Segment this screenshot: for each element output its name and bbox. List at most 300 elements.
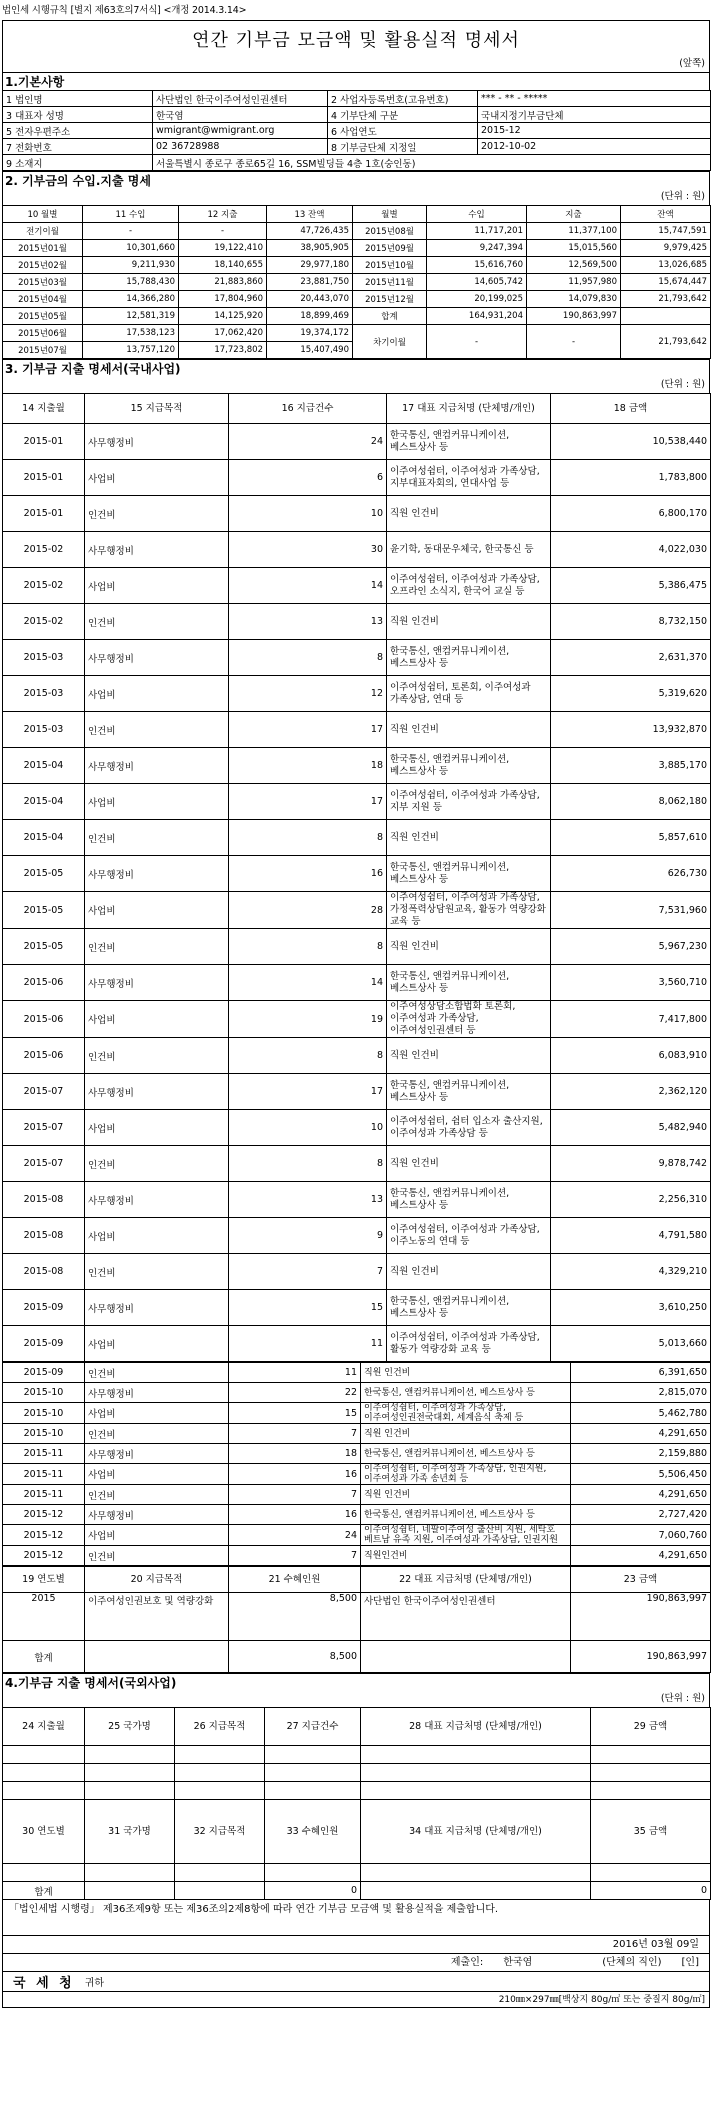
month-cell: 2015-05 xyxy=(3,892,85,929)
month-cell: 2015-03 xyxy=(3,676,85,712)
income-expense-row xyxy=(3,274,711,291)
total-label: 합계 xyxy=(3,1641,85,1673)
count-cell: 7 xyxy=(229,1254,387,1290)
amount-cell: 3,560,710 xyxy=(551,965,711,1001)
amount-cell: 17,538,123 xyxy=(83,325,179,342)
domestic-expense-row xyxy=(3,424,711,460)
month-cell: 2015년02월 xyxy=(3,257,83,274)
purpose-cell: 인건비 xyxy=(85,1254,229,1290)
total-beneficiaries: 8,500 xyxy=(229,1641,361,1673)
purpose-cell: 사업비 xyxy=(85,784,229,820)
month-cell: 2015-11 xyxy=(3,1485,85,1505)
year-cell: 2015 xyxy=(3,1593,85,1641)
month-cell: 2015년11월 xyxy=(353,274,427,291)
column-header: 10 월별 xyxy=(3,206,83,223)
field-label: 9 소재지 xyxy=(3,155,153,171)
amount-cell: 11,377,100 xyxy=(527,223,621,240)
income-expense-row xyxy=(3,308,711,325)
payee-cell: 한국통신, 앤컴커뮤니케이션, 베스트상사 등 xyxy=(387,965,551,1001)
amount-cell: 23,881,750 xyxy=(267,274,353,291)
payee-cell: 사단법인 한국이주여성인권센터 xyxy=(361,1593,571,1641)
column-header: 25 국가명 xyxy=(85,1708,175,1746)
field-label: 3 대표자 성명 xyxy=(3,107,153,123)
payee-cell: 이주여성쉼터, 이주여성과 가족상담, 이주여성인권전국대회, 세계음식 축제 등 xyxy=(361,1403,571,1424)
purpose-cell: 사업비 xyxy=(85,892,229,929)
amount-cell: 2,159,880 xyxy=(571,1444,711,1464)
income-expense-table xyxy=(2,205,711,359)
empty-cell xyxy=(361,1864,591,1882)
amount-cell: 17,723,802 xyxy=(179,342,267,359)
purpose-cell: 사무행정비 xyxy=(85,640,229,676)
amount-cell: 6,800,170 xyxy=(551,496,711,532)
empty-cell xyxy=(591,1864,711,1882)
total-row xyxy=(3,1641,711,1673)
amount-cell: 7,531,960 xyxy=(551,892,711,929)
count-cell: 7 xyxy=(229,1424,361,1444)
amount-cell: 21,883,860 xyxy=(179,274,267,291)
domestic-expense-row xyxy=(3,748,711,784)
empty-cell xyxy=(175,1882,265,1900)
empty-cell xyxy=(85,1882,175,1900)
amount-cell: - xyxy=(83,223,179,240)
month-cell: 2015-04 xyxy=(3,820,85,856)
payee-cell: 직원 인건비 xyxy=(387,820,551,856)
payee-cell: 이주여성쉼터, 쉼터 입소자 출산지원, 이주여성과 가족상담 등 xyxy=(387,1110,551,1146)
amount-cell: 4,791,580 xyxy=(551,1218,711,1254)
basic-info-table xyxy=(2,90,711,171)
month-cell: 2015년12월 xyxy=(353,291,427,308)
month-cell: 전기이월 xyxy=(3,223,83,240)
overseas-total-row xyxy=(3,1882,711,1900)
domestic-expense-row xyxy=(3,1525,711,1546)
column-header: 수입 xyxy=(427,206,527,223)
amount-cell: - xyxy=(179,223,267,240)
amount-cell xyxy=(621,308,711,325)
count-cell: 17 xyxy=(229,712,387,748)
month-cell: 2015-01 xyxy=(3,460,85,496)
payee-cell: 이주여성쉼터, 네팔이주여성 출산비 지원, 세탁호 베트남 유족 지원, 이주여성과 가족상담, 인권지원 xyxy=(361,1525,571,1546)
amount-cell: 13,757,120 xyxy=(83,342,179,359)
payee-cell: 직원 인건비 xyxy=(387,1146,551,1182)
payee-cell: 직원인건비 xyxy=(361,1546,571,1566)
field-value: 사단법인 한국이주여성인권센터 xyxy=(153,91,328,107)
column-header: 32 지급목적 xyxy=(175,1800,265,1864)
amount-cell: 13,026,685 xyxy=(621,257,711,274)
overseas-header-row xyxy=(3,1708,711,1746)
empty-cell xyxy=(3,1782,85,1800)
domestic-expense-row xyxy=(3,1485,711,1505)
payee-cell: 한국통신, 앤컴커뮤니케이션, 베스트상사 등 xyxy=(387,856,551,892)
amount-cell: 7,417,800 xyxy=(551,1001,711,1038)
basic-info-row xyxy=(3,91,711,107)
column-header: 18 금액 xyxy=(551,394,711,424)
amount-cell: 17,804,960 xyxy=(179,291,267,308)
amount-cell: 10,538,440 xyxy=(551,424,711,460)
column-header: 14 지출월 xyxy=(3,394,85,424)
field-value: wmigrant@wmigrant.org xyxy=(153,123,328,139)
domestic-expense-row xyxy=(3,1182,711,1218)
count-cell: 19 xyxy=(229,1001,387,1038)
month-cell: 2015-02 xyxy=(3,532,85,568)
domestic-expense-row xyxy=(3,496,711,532)
field-value: 02 36728988 xyxy=(153,139,328,155)
purpose-cell: 인건비 xyxy=(85,1424,229,1444)
purpose-cell: 인건비 xyxy=(85,1546,229,1566)
field-value: *** - ** - ***** xyxy=(478,91,711,107)
empty-cell xyxy=(85,1764,175,1782)
basic-info-row xyxy=(3,139,711,155)
payee-cell: 직원 인건비 xyxy=(387,1038,551,1074)
purpose-cell: 사무행정비 xyxy=(85,1383,229,1403)
column-header: 12 지출 xyxy=(179,206,267,223)
empty-cell xyxy=(591,1746,711,1764)
overseas-empty-row xyxy=(3,1764,711,1782)
payee-cell: 직원 인건비 xyxy=(361,1424,571,1444)
amount-cell: 19,374,172 xyxy=(267,325,353,342)
domestic-expense-row xyxy=(3,1464,711,1485)
empty-cell xyxy=(361,1764,591,1782)
overseas-empty-row xyxy=(3,1746,711,1764)
amount-cell: 2,256,310 xyxy=(551,1182,711,1218)
column-header: 27 지급건수 xyxy=(265,1708,361,1746)
column-header: 잔액 xyxy=(621,206,711,223)
amount-cell: 15,674,447 xyxy=(621,274,711,291)
column-header: 26 지급목적 xyxy=(175,1708,265,1746)
amount-cell: 14,366,280 xyxy=(83,291,179,308)
domestic-expense-row xyxy=(3,640,711,676)
amount-cell: 3,610,250 xyxy=(551,1290,711,1326)
seal-label: [인] xyxy=(681,1957,699,1968)
amount-cell: 9,878,742 xyxy=(551,1146,711,1182)
purpose-cell: 사업비 xyxy=(85,1001,229,1038)
amount-cell: 5,482,940 xyxy=(551,1110,711,1146)
count-cell: 11 xyxy=(229,1363,361,1383)
month-cell: 2015-03 xyxy=(3,640,85,676)
signature-label: (단체의 직인) xyxy=(602,1957,662,1968)
month-cell: 2015-01 xyxy=(3,424,85,460)
count-cell: 8 xyxy=(229,640,387,676)
amount-cell: 15,616,760 xyxy=(427,257,527,274)
count-cell: 13 xyxy=(229,604,387,640)
payee-cell: 이주여성쉼터, 이주여성과 가족상담, 활동가 역량강화 교육 등 xyxy=(387,1326,551,1362)
domestic-expense-row xyxy=(3,1146,711,1182)
income-expense-row xyxy=(3,257,711,274)
payee-cell: 이주여성쉼터, 이주여성과 가족상담, 지부 지원 등 xyxy=(387,784,551,820)
column-header: 13 잔액 xyxy=(267,206,353,223)
carry-label: 차기이월 xyxy=(353,325,427,359)
domestic-expense-row xyxy=(3,929,711,965)
payee-cell: 직원 인건비 xyxy=(387,604,551,640)
empty-cell xyxy=(175,1864,265,1882)
payee-cell: 직원 인건비 xyxy=(387,1254,551,1290)
month-cell: 2015-05 xyxy=(3,856,85,892)
amount-cell: 38,905,905 xyxy=(267,240,353,257)
purpose-cell: 사무행정비 xyxy=(85,1290,229,1326)
payee-cell: 이주여성쉼터, 이주여성과 가족상담, 가정폭력상담원교육, 활동가 역량강화 교육 등 xyxy=(387,892,551,929)
payee-cell: 직원 인건비 xyxy=(387,712,551,748)
count-cell: 30 xyxy=(229,532,387,568)
column-header: 15 지급목적 xyxy=(85,394,229,424)
total-beneficiaries: 0 xyxy=(265,1882,361,1900)
month-cell: 2015-12 xyxy=(3,1546,85,1566)
amount-cell: 190,863,997 xyxy=(571,1593,711,1641)
section4-unit: (단위 : 원) xyxy=(2,1691,710,1707)
domestic-expense-row xyxy=(3,1110,711,1146)
month-cell: 2015-01 xyxy=(3,496,85,532)
purpose-cell: 사업비 xyxy=(85,1403,229,1424)
month-cell: 2015-06 xyxy=(3,1001,85,1038)
overseas-empty-row xyxy=(3,1864,711,1882)
purpose-cell: 사업비 xyxy=(85,1110,229,1146)
domestic-expense-row xyxy=(3,784,711,820)
count-cell: 16 xyxy=(229,1464,361,1485)
purpose-cell: 인건비 xyxy=(85,496,229,532)
domestic-expense-row xyxy=(3,1254,711,1290)
column-header: 23 금액 xyxy=(571,1567,711,1593)
count-cell: 24 xyxy=(229,424,387,460)
column-header: 24 지출월 xyxy=(3,1708,85,1746)
amount-cell: 21,793,642 xyxy=(621,325,711,359)
purpose-cell: 사무행정비 xyxy=(85,1505,229,1525)
income-expense-row xyxy=(3,240,711,257)
column-header: 21 수혜인원 xyxy=(229,1567,361,1593)
count-cell: 9 xyxy=(229,1218,387,1254)
purpose-cell: 인건비 xyxy=(85,1146,229,1182)
amount-cell: 4,329,210 xyxy=(551,1254,711,1290)
document xyxy=(2,20,710,2008)
column-header: 17 대표 지급처명 (단체명/개인) xyxy=(387,394,551,424)
payee-cell: 직원 인건비 xyxy=(387,929,551,965)
column-header: 33 수혜인원 xyxy=(265,1800,361,1864)
empty-cell xyxy=(361,1782,591,1800)
domestic-expense-row xyxy=(3,1363,711,1383)
amount-cell: 626,730 xyxy=(551,856,711,892)
empty-cell xyxy=(265,1782,361,1800)
month-cell: 2015년01월 xyxy=(3,240,83,257)
month-cell: 2015-05 xyxy=(3,929,85,965)
empty-cell xyxy=(265,1864,361,1882)
domestic-expense-row xyxy=(3,856,711,892)
domestic-expense-row xyxy=(3,1001,711,1038)
month-cell: 2015년06월 xyxy=(3,325,83,342)
purpose-cell: 이주여성인권보호 및 역량강화 xyxy=(85,1593,229,1641)
domestic-expense-table xyxy=(2,393,711,1362)
month-cell: 2015-10 xyxy=(3,1403,85,1424)
section2-heading: 2. 기부금의 수입.지출 명세 xyxy=(2,171,710,189)
amount-cell: 7,060,760 xyxy=(571,1525,711,1546)
purpose-cell: 사업비 xyxy=(85,460,229,496)
submitter-row xyxy=(2,1954,710,1972)
amount-cell: 12,569,500 xyxy=(527,257,621,274)
amount-cell: 15,747,591 xyxy=(621,223,711,240)
domestic-summary-table xyxy=(2,1566,711,1673)
amount-cell: 5,967,230 xyxy=(551,929,711,965)
empty-cell xyxy=(361,1641,571,1673)
count-cell: 16 xyxy=(229,1505,361,1525)
count-cell: 18 xyxy=(229,748,387,784)
amount-cell: 4,291,650 xyxy=(571,1485,711,1505)
amount-cell: 9,211,930 xyxy=(83,257,179,274)
empty-cell xyxy=(85,1782,175,1800)
month-cell: 2015-06 xyxy=(3,1038,85,1074)
amount-cell: 2,815,070 xyxy=(571,1383,711,1403)
empty-cell xyxy=(3,1746,85,1764)
amount-cell: 164,931,204 xyxy=(427,308,527,325)
count-cell: 18 xyxy=(229,1444,361,1464)
payee-cell: 한국통신, 앤컴커뮤니케이션, 베스트상사 등 xyxy=(387,1182,551,1218)
amount-cell: 5,506,450 xyxy=(571,1464,711,1485)
income-expense-row xyxy=(3,223,711,240)
income-expense-header-row xyxy=(3,206,711,223)
amount-cell: 11,957,980 xyxy=(527,274,621,291)
count-cell: 8 xyxy=(229,1038,387,1074)
domestic-expense-row xyxy=(3,1074,711,1110)
domestic-expense-row xyxy=(3,460,711,496)
amount-cell: 17,062,420 xyxy=(179,325,267,342)
purpose-cell: 인건비 xyxy=(85,1485,229,1505)
count-cell: 8 xyxy=(229,1146,387,1182)
address-value: 서울특별시 종로구 종로65길 16, SSM빌딩들 4층 1호(숭인동) xyxy=(153,155,711,171)
month-cell: 2015-08 xyxy=(3,1182,85,1218)
month-cell: 2015-09 xyxy=(3,1326,85,1362)
empty-cell xyxy=(361,1882,591,1900)
purpose-cell: 사무행정비 xyxy=(85,1444,229,1464)
front-side-label: (앞쪽) xyxy=(2,56,710,72)
domestic-expense-row xyxy=(3,1290,711,1326)
count-cell: 22 xyxy=(229,1383,361,1403)
amount-cell: 3,885,170 xyxy=(551,748,711,784)
summary-row xyxy=(3,1593,711,1641)
column-header: 월별 xyxy=(353,206,427,223)
amount-cell: 9,979,425 xyxy=(621,240,711,257)
purpose-cell: 사무행정비 xyxy=(85,532,229,568)
field-value: 한국염 xyxy=(153,107,328,123)
column-header: 지출 xyxy=(527,206,621,223)
domestic-expense-row xyxy=(3,892,711,929)
domestic-expense-row xyxy=(3,1038,711,1074)
amount-cell: 15,788,430 xyxy=(83,274,179,291)
amount-cell: 15,407,490 xyxy=(267,342,353,359)
empty-cell xyxy=(591,1764,711,1782)
payee-cell: 윤기학, 동대문우체국, 한국통신 등 xyxy=(387,532,551,568)
amount-cell: 18,899,469 xyxy=(267,308,353,325)
month-cell: 2015-08 xyxy=(3,1218,85,1254)
domestic-expense-row xyxy=(3,1505,711,1525)
purpose-cell: 사무행정비 xyxy=(85,424,229,460)
amount-cell: 4,022,030 xyxy=(551,532,711,568)
purpose-cell: 인건비 xyxy=(85,1038,229,1074)
month-cell: 2015-12 xyxy=(3,1525,85,1546)
purpose-cell: 사무행정비 xyxy=(85,1074,229,1110)
domestic-expense-row xyxy=(3,1444,711,1464)
month-cell: 2015년03월 xyxy=(3,274,83,291)
count-cell: 17 xyxy=(229,784,387,820)
domestic-expense-row xyxy=(3,532,711,568)
amount-cell: 21,793,642 xyxy=(621,291,711,308)
purpose-cell: 사업비 xyxy=(85,1218,229,1254)
payee-cell: 한국통신, 앤컴커뮤니케이션, 베스트상사 등 xyxy=(387,1290,551,1326)
payee-cell: 한국통신, 앤컴커뮤니케이션, 베스트상사 등 xyxy=(361,1444,571,1464)
domestic-expense-table-continued xyxy=(2,1362,711,1566)
purpose-cell: 사업비 xyxy=(85,568,229,604)
amount-cell: 2,631,370 xyxy=(551,640,711,676)
date-row xyxy=(2,1936,710,1954)
month-cell: 2015-02 xyxy=(3,568,85,604)
purpose-cell: 사무행정비 xyxy=(85,856,229,892)
domestic-expense-row xyxy=(3,1383,711,1403)
month-cell: 2015-07 xyxy=(3,1110,85,1146)
amount-cell: 29,977,180 xyxy=(267,257,353,274)
count-cell: 28 xyxy=(229,892,387,929)
amount-cell: 11,717,201 xyxy=(427,223,527,240)
month-cell: 2015-10 xyxy=(3,1424,85,1444)
payee-cell: 이주여성쉼터, 이주여성과 가족상담, 지부대표자회의, 연대사업 등 xyxy=(387,460,551,496)
field-label: 8 기부금단체 지정일 xyxy=(328,139,478,155)
month-cell: 2015-06 xyxy=(3,965,85,1001)
section3-heading: 3. 기부금 지출 명세서(국내사업) xyxy=(2,359,710,377)
payee-cell: 이주여성쉼터, 이주여성과 가족상담, 오프라인 소식지, 한국어 교실 등 xyxy=(387,568,551,604)
income-expense-row xyxy=(3,325,711,342)
domestic-header-row xyxy=(3,394,711,424)
payee-cell: 한국통신, 앤컴커뮤니케이션, 베스트상사 등 xyxy=(387,640,551,676)
month-cell: 2015-09 xyxy=(3,1363,85,1383)
month-cell: 2015년09월 xyxy=(353,240,427,257)
count-cell: 24 xyxy=(229,1525,361,1546)
payee-cell: 한국통신, 앤컴커뮤니케이션, 베스트상사 등 xyxy=(387,424,551,460)
column-header: 29 금액 xyxy=(591,1708,711,1746)
form-note: 법인세 시행규칙 [별지 제63호의7서식] <개정 2014.3.14> xyxy=(2,5,247,16)
page-title: 연간 기부금 모금액 및 활용실적 명세서 xyxy=(2,20,710,56)
month-cell: 합계 xyxy=(353,308,427,325)
month-cell: 2015-11 xyxy=(3,1444,85,1464)
column-header: 19 연도별 xyxy=(3,1567,85,1593)
purpose-cell: 사업비 xyxy=(85,1326,229,1362)
purpose-cell: 인건비 xyxy=(85,929,229,965)
overseas-empty-row xyxy=(3,1782,711,1800)
payee-cell: 한국통신, 앤컴커뮤니케이션, 베스트상사 등 xyxy=(361,1383,571,1403)
purpose-cell: 사업비 xyxy=(85,1464,229,1485)
beneficiary-cell: 8,500 xyxy=(229,1593,361,1641)
amount-cell: 14,125,920 xyxy=(179,308,267,325)
addressee-suffix: 귀하 xyxy=(84,1978,105,1989)
count-cell: 10 xyxy=(229,1110,387,1146)
empty-cell xyxy=(175,1764,265,1782)
purpose-cell: 사무행정비 xyxy=(85,1182,229,1218)
count-cell: 7 xyxy=(229,1485,361,1505)
amount-cell: 2,362,120 xyxy=(551,1074,711,1110)
income-expense-row xyxy=(3,291,711,308)
amount-cell: 5,319,620 xyxy=(551,676,711,712)
amount-cell: 15,015,560 xyxy=(527,240,621,257)
purpose-cell: 인건비 xyxy=(85,604,229,640)
count-cell: 16 xyxy=(229,856,387,892)
paper-spec: 210㎜×297㎜[백상지 80g/㎡ 또는 중질지 80g/㎡] xyxy=(2,1992,710,2008)
basic-info-row xyxy=(3,123,711,139)
count-cell: 8 xyxy=(229,929,387,965)
month-cell: 2015년04월 xyxy=(3,291,83,308)
amount-cell: 5,462,780 xyxy=(571,1403,711,1424)
domestic-expense-row xyxy=(3,1326,711,1362)
amount-cell: 8,732,150 xyxy=(551,604,711,640)
amount-cell: 5,013,660 xyxy=(551,1326,711,1362)
month-cell: 2015-07 xyxy=(3,1074,85,1110)
empty-cell xyxy=(3,1764,85,1782)
count-cell: 6 xyxy=(229,460,387,496)
count-cell: 14 xyxy=(229,568,387,604)
empty-cell xyxy=(265,1746,361,1764)
payee-cell: 직원 인건비 xyxy=(387,496,551,532)
month-cell: 2015-04 xyxy=(3,784,85,820)
